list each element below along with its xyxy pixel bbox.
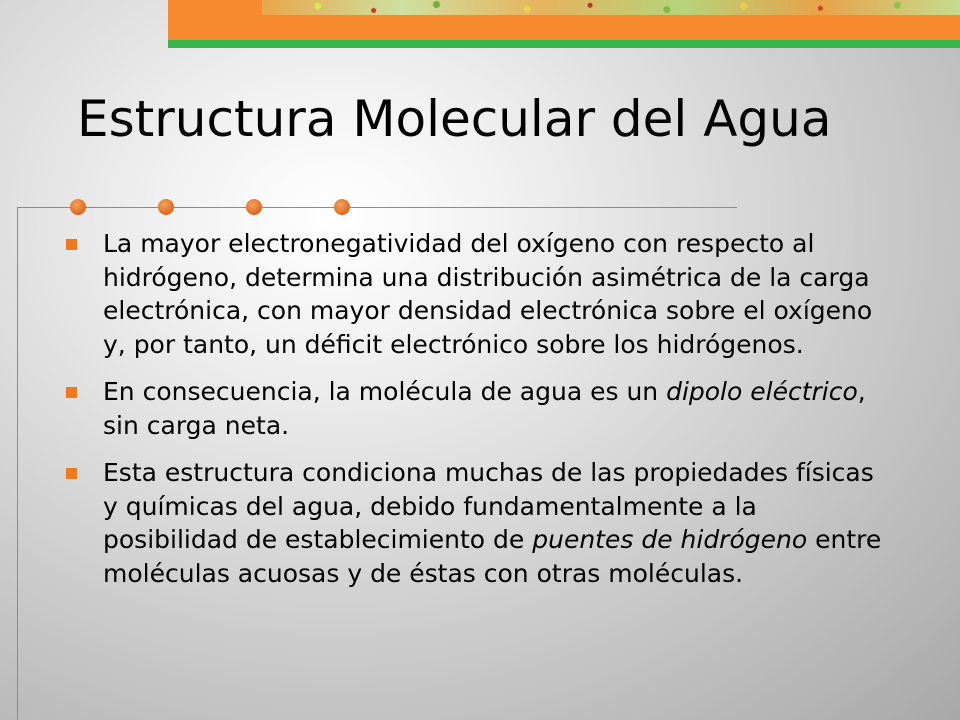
decor-dot [334,199,350,215]
italic-term: puentes de hidrógeno [532,525,808,554]
square-bullet-icon [66,387,77,398]
square-bullet-icon [66,468,77,479]
text-segment: La mayor electronegatividad del oxígeno con respecto al hidrógeno, determina una distribución asimétrica de la carga electrónica, con mayor densidad electrónica sobre el oxígeno y, por tanto, un déficit electrónico sobre los hidrógenos. [103,229,873,359]
banner-green-stripe [168,40,960,48]
bullet-item [60,456,890,590]
bullet-text [103,375,890,442]
decor-dot [158,199,174,215]
bullet-item [60,227,890,361]
left-border-line [17,207,18,720]
slide-title: Estructura Molecular del Agua [77,90,832,148]
text-segment: Esta estructura condiciona muchas de las propiedades físicas y químicas del agua, debido fundamentalmente a la posibilidad de establecimiento de [103,458,874,554]
decor-dot [70,199,86,215]
square-bullet-icon [66,239,77,250]
text-segment: En consecuencia, la molécula de agua es un [103,377,667,406]
banner-texture-image [262,0,960,15]
italic-term: dipolo eléctrico [666,377,858,406]
text-segment: entre moléculas acuosas y de éstas con otras moléculas. [103,525,882,588]
bullet-text [103,456,890,590]
bullet-item [60,375,890,442]
text-segment: , sin carga neta. [103,377,866,440]
decor-dot [246,199,262,215]
bullet-list [60,227,890,604]
divider-line [17,207,737,208]
bullet-text [103,227,890,361]
